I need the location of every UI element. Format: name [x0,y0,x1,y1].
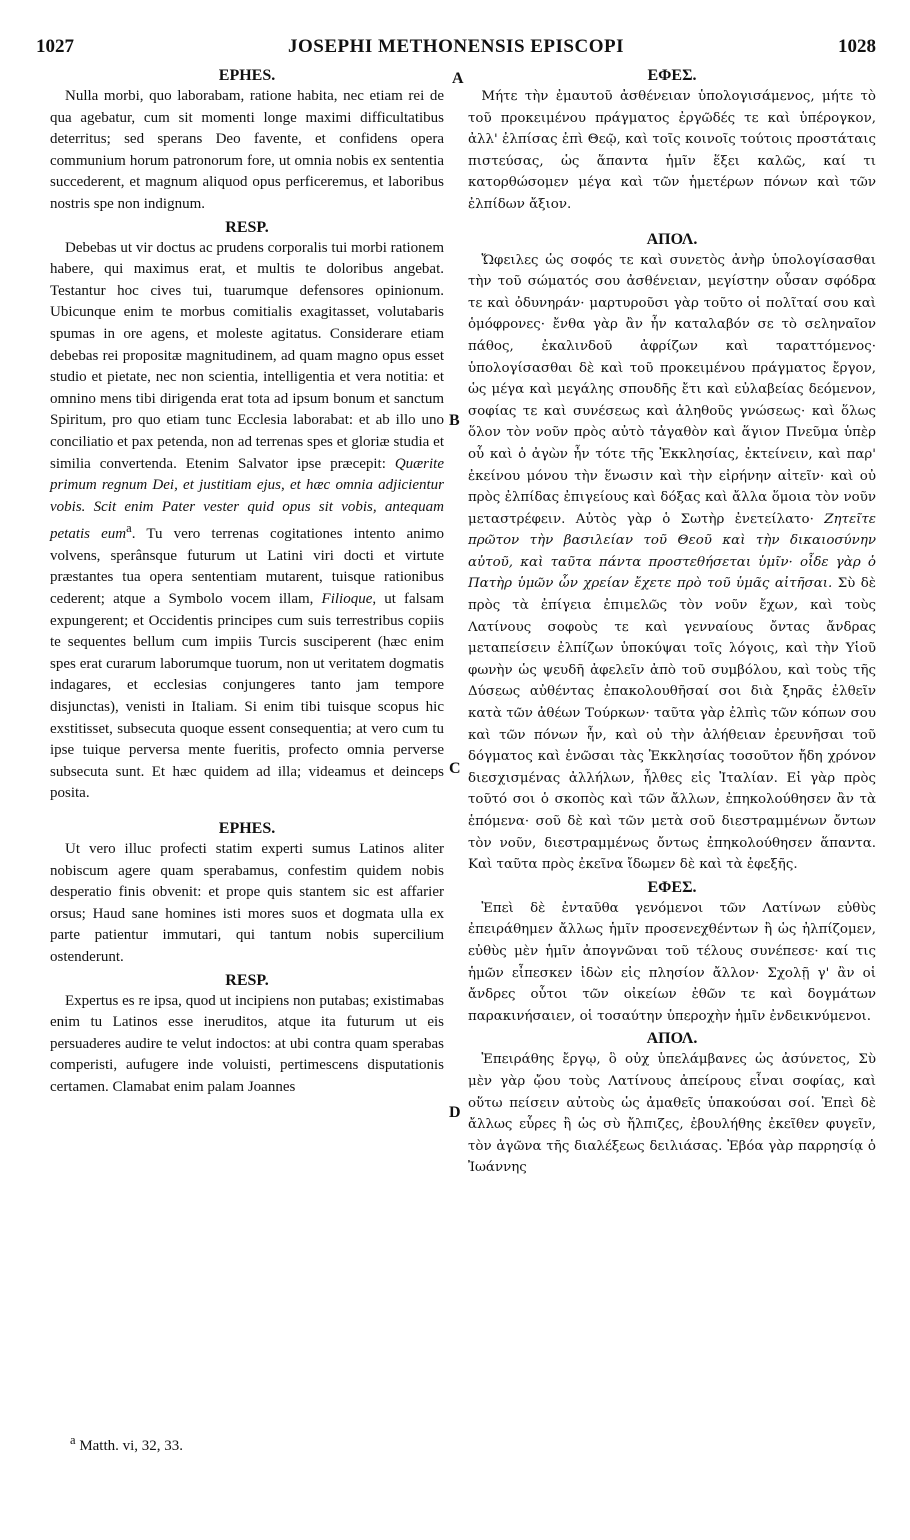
latin-paragraph-4: Expertus es re ipsa, quod ut incipiens non putabas; existimabas enim tu Latinos esse ineruditos, atque ita futurum ut eis persuaderes audire te velut indoctos: at ubi contra quam sperabas comperisti, aufugere inde voluisti, pertimescens disputationis certamen. Clamabat enim palam Joannes [50,992,444,1095]
latin-paragraph-3: Ut vero illuc profecti statim experti sumus Latinos aliter nobiscum agere quam sperabamus, confestim quidem nobis desperatio finis obvenit: et prope quis stantem sic est affarier orsus; Haud sane homines isti mores suos et dogmata ulla ex parte patientur immutari, qui tantum nobis supercilium ostenderunt. [50,841,444,965]
right-page-number: 1028 [838,36,876,57]
scripture-quote: Quærite primum regnum Dei, et justitiam ejus, et hæc omnia adjicientur vobis. Scit enim Pater vester quid opus sit vobis, antequam petatis eum [50,455,445,543]
section-marker-d: D [449,1104,461,1121]
section-heading-ephes: EPHES. [218,67,276,84]
section-marker-c: C [449,760,461,777]
footnote-reference: a [126,521,132,536]
section-heading-ephes-greek: ΕΦΕΣ. [647,67,697,84]
section-marker-b: B [449,412,460,429]
greek-paragraph-4: Ἐπειράθης ἔργῳ, ὃ οὐχ ὑπελάμβανες ὡς ἀσύνετος, Σὺ μὲν γὰρ ᾤου τοὺς Λατίνους ἀπείρους εἶναι σοφίας, καὶ οὕτω πείσειν αὐτοὺς ὡς ἀμαθεῖς ὑπακούσαι σοί. Ἐπεὶ δὲ ἄλλως εὗρες ἢ ὡς σὺ ἤλπιζες, ἐβουλήθης ἐκεῖθεν φυγεῖν, τὸν ἀγῶνα τῆς διαλέξεως δειλιάσας. Ἐβόα γὰρ παρρησίᾳ ὁ Ἰωάννης [468,1052,876,1176]
greek-text: Σὺ δὲ πρὸς τὰ ἐπίγεια ἐπιμελῶς τὸν νοῦν ἔχων, καὶ τοὺς Λατίνους σοφοὺς τε καὶ γενναίους ὄντας ἄνδρας μεταπείσειν ἐλπίζων ὑποκύψαι τοῖς λόγοις, καὶ τὴν Υἱοῦ φωνὴν ὡς ψευδῆ ἀφελεῖν ἀπὸ τοῦ συμβόλου, καὶ τοὺς τῆς Δύσεως αὐθέντας ἐπακολουθῆσαί σοι διὰ ξηρᾶς ἐλθεῖν κατὰ τῶν ἀθέων Τούρκων· ταῦτα γὰρ ἐλπὶς τῶν κόπων σου καὶ τῶν πόνων ἦν, καὶ οὐ τὴν ἀλήθειαν ἐρευνῆσαι τοῦ δόγματος καὶ ἑνῶσαι τὰς Ἐκκλησίας τοσοῦτον ἤδη χρόνον διεσχισμένας ἀλλήλων, ἦλθες εἰς Ἰταλίαν. Εἰ γὰρ πρὸς τοῦτό σοι ὁ σκοπὸς καὶ τῶν ἄλλων, ἐπηκολούθησεν ἂν τὰ ἑπόμενα· σοῦ δὲ καὶ τῶν μετὰ σοῦ διεστραμμένων ὄντων τὸν νοῦν, διεστραμμένως ὄντως ἐπηκολούθησεν ἅπαντα. Καὶ ταῦτα πρὸς ἐκεῖνα ἴδωμεν δὲ καὶ τὰ ἐφεξῆς. [468,576,876,873]
footnote-mark: a [70,1433,76,1447]
footnote-text: Matth. vi, 32, 33. [79,1438,184,1454]
latin-text: . Tu vero terrenas cogitationes intento animo volvens, sperânsque futurum ut Latini viri docti et virtute præstantes tua opera sententiam mutarent, tuisque rationibus cederent; atque a Symbolo vocem illam, [50,526,444,608]
greek-paragraph-1: Μήτε τὴν ἐμαυτοῦ ἀσθένειαν ὑπολογισάμενος, μήτε τὸ τοῦ προκειμένου πράγματος ἐργῶδές τε καὶ ὑπέρογκον, ἀλλ' ἐλπίσας ἐπὶ Θεῷ, καὶ τοῖς κοινοῖς τούτοις προστάταις πιστεύσας, ὡς ἅπαντα ἡμῖν ἕξει καλῶς, καί τι κατορθώσομεν μέγα καὶ τῶν ἡμετέρων πόνων καὶ τῶν ἐλπίδων ἄξιον. [468,89,876,212]
section-heading-apol: ΑΠΟΛ. [646,230,698,248]
page-header [36,36,876,60]
greek-paragraph-2 [468,250,876,876]
latin-text: Debebas ut vir doctus ac prudens corporalis tui morbi rationem habere, qui maximus erat, et multis te doloribus angebat. Testantur hoc cives tui, tuarumque defensores opinionum. Ubicunque enim te morbus comitialis exagitasset, volutabaris spumas in ore agens, et moleste agitatus. Considerare etiam debebas rei propositæ magnitudinem, ad quam magno opus esset studio et pietate, nec non scientia, intelligentia et vera notitia: et omnino mens tibi dirigenda erat tota ad ipsum bonum et sanctum Spiritum, pro quo etiam tunc Ecclesia laborabat: et ab illo uno conciliatio et pax petenda, non ad terrenas spes et gloriæ studia et similia convertenda. Etenim Salvator ipse præcepit: [50,239,444,472]
latin-column [50,66,444,1101]
latin-text: , ut falsam expungerent; et Occidentis principes cum suis terrestribus copiis te sequentes bellum cum impiis Turcis susciperent (hæc enim spes erat curarum laborumque tuorum, non ut veritatem dogmatis indagares, et ecclesias conjungeres tanto jam tempore disjunctas), venisti in Italiam. Si enim tibi tuisque scopus hic exstitisset, subsecuta quoque essent consequentia; at vero cum tu ipse tuique perversa mente fueritis, profecto omnia perverse subsecuta sunt. Et hæc quidem ad illa; videamus et deinceps posita. [50,591,445,802]
section-heading-apol: ΑΠΟΛ. [646,1030,698,1048]
running-title: JOSEPHI METHONENSIS EPISCOPI [287,36,625,57]
greek-text: Ὤφειλες ὡς σοφός τε καὶ συνετὸς ἀνὴρ ὑπολογίσασθαι τὴν τοῦ σώματός σου ἀσθένειαν, μεγίστην οὖσαν σφόδρα τε καὶ ὀδυνηράν· μαρτυροῦσι γὰρ τοῦτο οἱ πολῖταί σου καὶ ὁμόφρονες· ἔνθα γὰρ ἂν ἦν καταλαβόν σε τὸ σεληναῖον πάθος, ἐκαλινδοῦ ἀφρίζων καὶ ταραττόμενος· ὑπολογίσασθαι δὲ καὶ τοῦ προκειμένου πράγματος ἔργον, ὡς μέγα καὶ μεγάλης σπουδῆς ἔτι καὶ εὐλαβείας δεόμενον, σοφίας τε καὶ συνέσεως καὶ ἀληθοῦς γνώσεως· καὶ ὅλως ὅλον τὸν νοῦν πρὸς αὐτὸ τἀγαθὸν καὶ ἅγιον Πνεῦμα ὑπὲρ οὗ καὶ ὁ ἀγὼν ἦν τότε τῆς Ἐκκλησίας, ἐκτείνειν, καὶ παρ' ἐκείνου μόνου τὴν ἕνωσιν καὶ τὴν εἰρήνην αἰτεῖν· καὶ οὐ πρὸς ἐλπίδας ἐπιγείους καὶ δόξας καὶ ἄλλα ὅμοια τὸν νοῦν μεταστρέφειν. Αὐτὸς γὰρ ὁ Σωτὴρ ἐνετείλατο· [468,252,876,527]
greek-paragraph-3: Ἐπεὶ δὲ ἐνταῦθα γενόμενοι τῶν Λατίνων εὐθὺς ἐπειράθημεν ἄλλως ἡμῖν προσενεχθέντων ἢ ὡς ἠλπίζομεν, εὐθὺς μὲν ἡμῖν ἀπογνῶναι τοῦ τέλους συνέπεσε· καί τις ἡμῶν εἶπεσκεν ἰδὼν εἰς πλησίον ἄλλον· Σχολῇ γ' ἂν οἱ ἄνδρες οὗτοι τῶν οἰκείων ἐθῶν τε καὶ δογμάτων παρακινήσαιεν, οἱ τοσαύτην ὑπεροχὴν ἡμῖν ἐνδεικνύμενοι. [468,900,876,1024]
scripture-quote-greek: Ζητεῖτε πρῶτον τὴν βασιλείαν τοῦ Θεοῦ καὶ τὴν δικαιοσύνην αὐτοῦ, καὶ ταῦτα πάντα προστεθήσεται ὑμῖν· οἶδε γὰρ ὁ Πατὴρ ὑμῶν ὧν χρείαν ἔχετε πρὸ τοῦ ὑμᾶς αἰτῆσαι. [468,511,876,592]
section-heading-resp: RESP. [225,971,269,989]
latin-paragraph-1: Nulla morbi, quo laborabam, ratione habita, nec etiam rei de qua agebatur, cum sit momenti longe maximi difficultatibus deterritus; sed sperans Deo favente, et confidens opera communium horum patronorum fore, ut omnia nobis ex sententia succederent, et magnum aliquod opus perficeremus, et laboribus nostris spe non indignum. [50,88,444,212]
latin-paragraph-2 [50,238,444,805]
section-marker-a: A [452,70,464,87]
section-heading-ephes-greek: ΕΦΕΣ. [647,878,697,896]
greek-column [468,66,876,1181]
left-page-number: 1027 [36,36,74,57]
footnote [70,1433,183,1455]
filioque-term: Filioque [321,591,373,608]
section-heading-resp: RESP. [225,218,269,236]
section-heading-ephes: EPHES. [218,820,276,837]
